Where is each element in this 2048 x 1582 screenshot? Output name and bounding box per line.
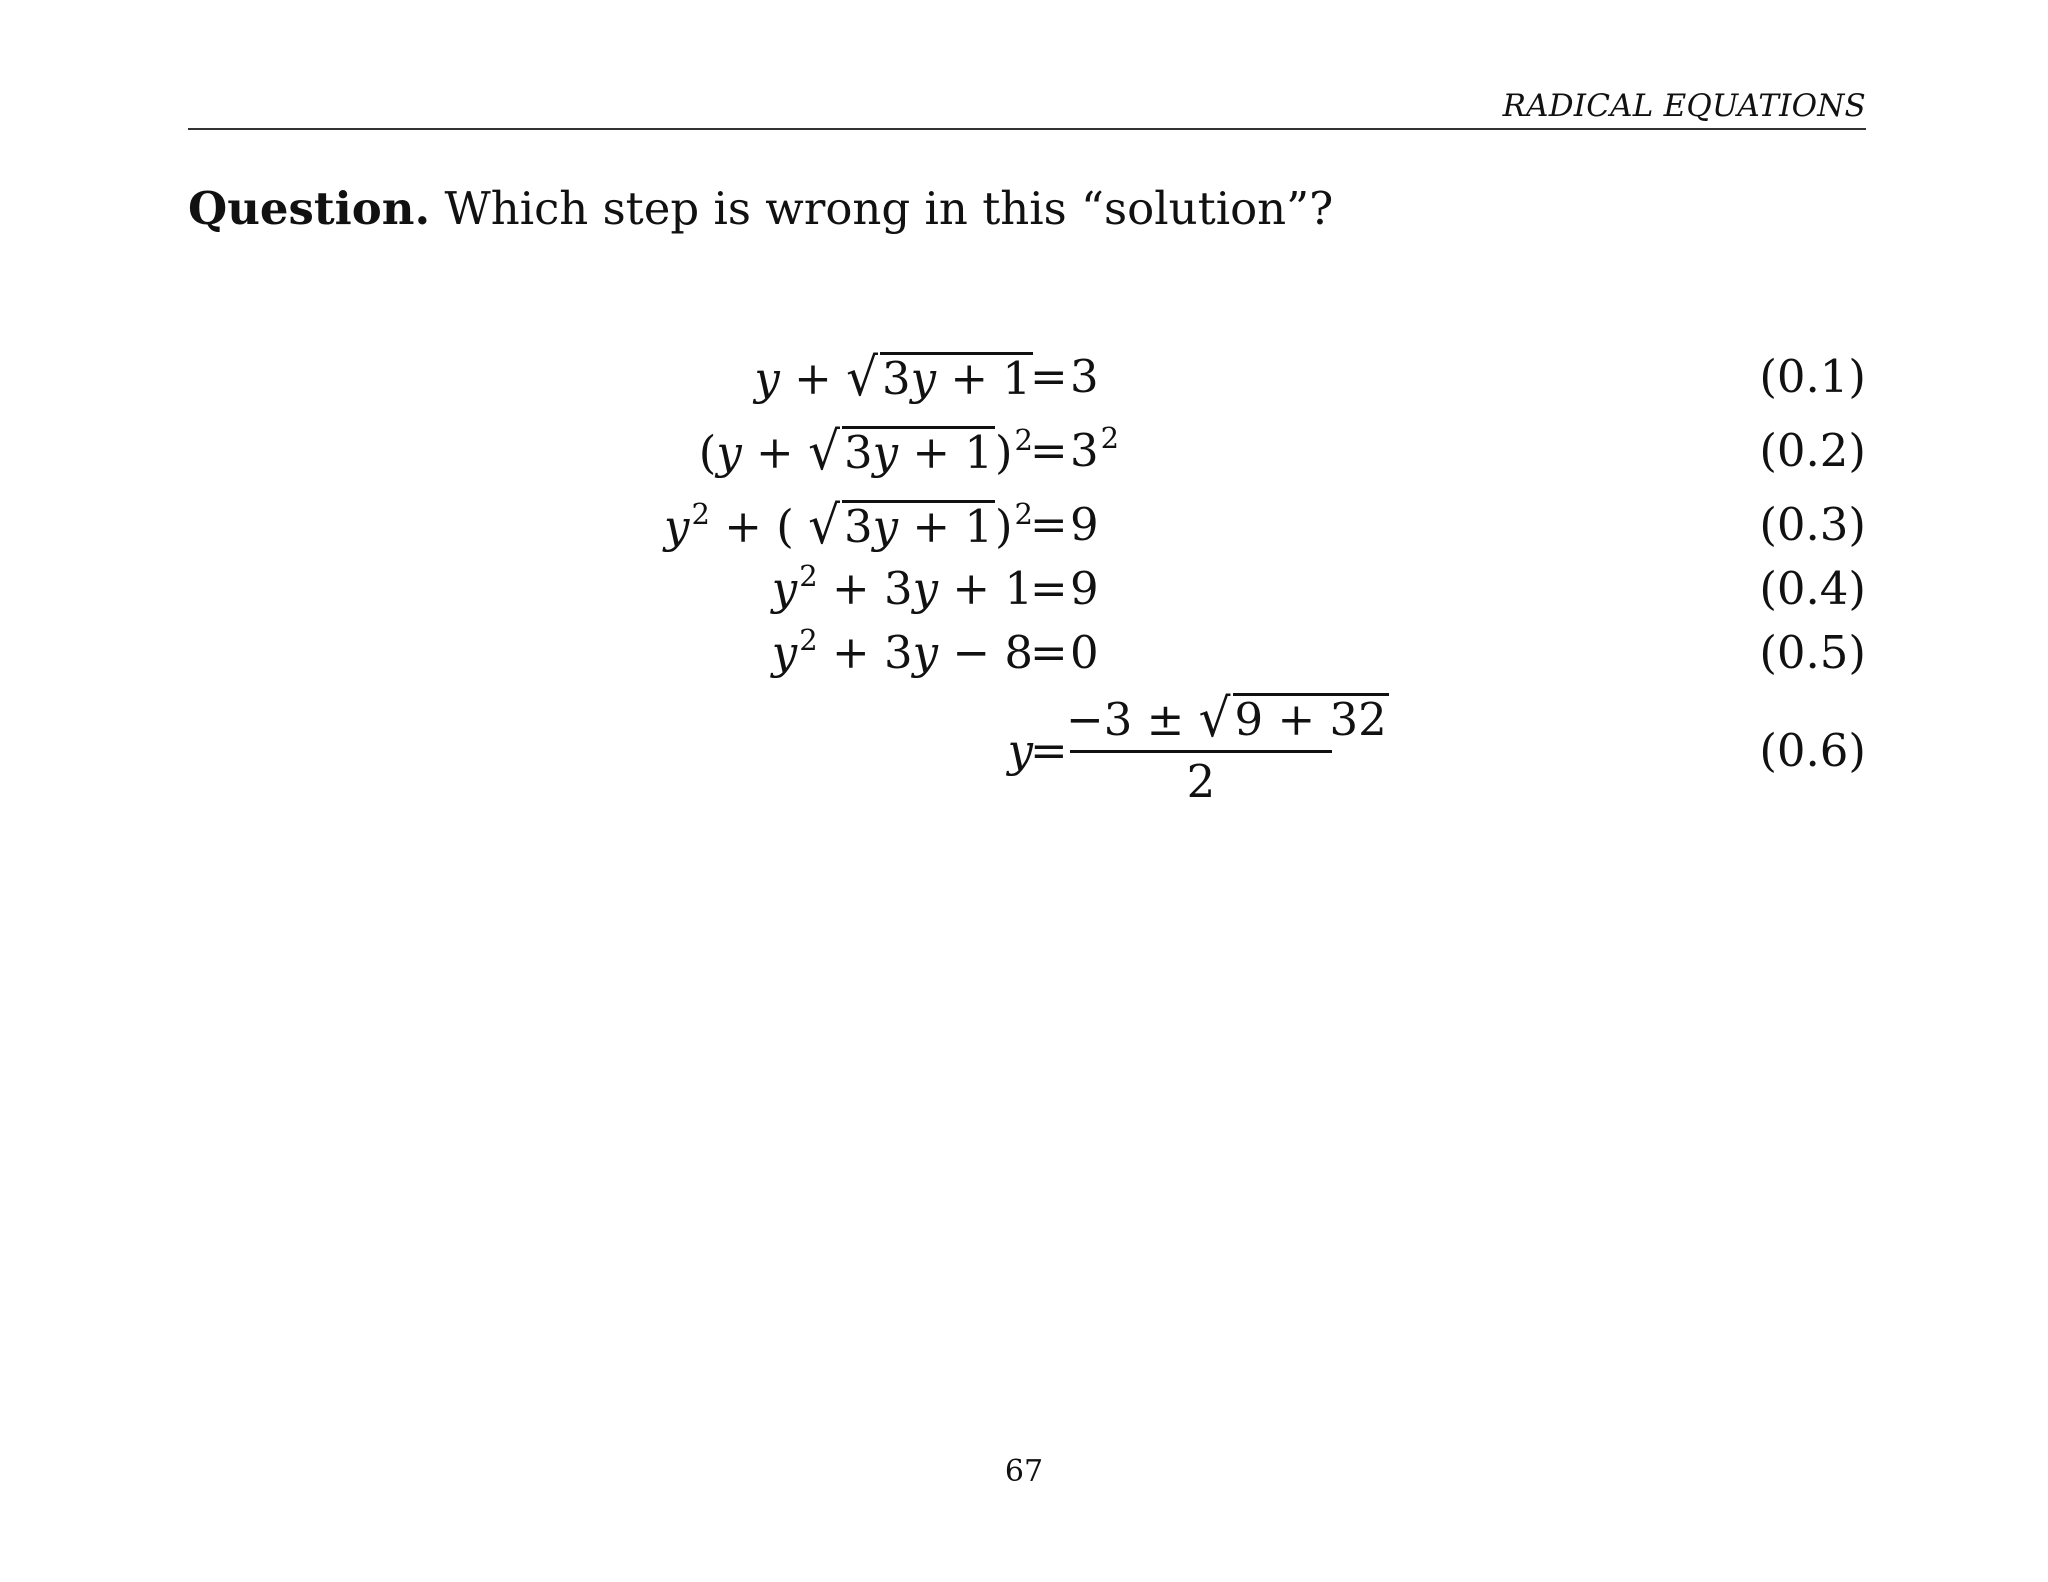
equals-sign: = (1030, 498, 1068, 551)
equation-lhs: y + √3y + 1 (754, 342, 1033, 412)
equation-rhs: 0 (1070, 626, 1099, 679)
equation-row (0, 716, 2048, 786)
running-header: RADICAL EQUATIONS (1502, 88, 1866, 124)
fraction-denominator: 2 (1186, 755, 1216, 808)
radical: √3y + 1 (846, 346, 1031, 408)
fraction-numerator (1066, 687, 1387, 749)
rhs-base: 3 (1070, 424, 1099, 477)
radical: √3y + 1 (808, 494, 993, 556)
equation-row (0, 416, 2048, 486)
question-text: Which step is wrong in this “solution”? (430, 182, 1334, 235)
equals-sign: = (1030, 424, 1068, 477)
equation-number: (0.4) (1759, 562, 1866, 615)
radicand: 9 + 32 (1234, 693, 1387, 746)
question-label: Question. (188, 182, 431, 235)
equals-sign: = (1030, 626, 1068, 679)
fraction-bar (1070, 750, 1332, 753)
equation-number: (0.2) (1759, 424, 1866, 477)
equals-sign: = (1030, 724, 1068, 777)
equation-row (0, 342, 2048, 412)
numerator-prefix: −3 ± (1066, 693, 1199, 746)
equation-row (0, 554, 2048, 624)
quadratic-fraction (1066, 687, 1387, 810)
equation-number: (0.1) (1759, 350, 1866, 403)
equals-sign: = (1030, 350, 1068, 403)
equation-number: (0.6) (1759, 724, 1866, 777)
equation-lhs: y (1007, 724, 1033, 777)
equation-lhs: $y^2 + 3y - 8$ (771, 623, 1033, 679)
equation-rhs (1070, 416, 1119, 486)
equation-lhs: $y^2$ + ( √3y + 1)$^2$ (664, 490, 1033, 560)
radical: √9 + 32 (1198, 687, 1387, 749)
equation-rhs: 3 (1070, 350, 1099, 403)
equals-sign: = (1030, 562, 1068, 615)
equation-lhs: $(y + √3y + 1)^2$ (699, 416, 1033, 486)
equation-row (0, 618, 2048, 688)
equation-number: (0.5) (1759, 626, 1866, 679)
radical: √3y + 1 (808, 420, 993, 482)
equation-rhs: 9 (1070, 562, 1099, 615)
rhs-exponent: 2 (1100, 421, 1120, 455)
equation-lhs: $y^2 + 3y + 1$ (771, 559, 1033, 615)
question-line (188, 182, 1333, 235)
equation-number: (0.3) (1759, 498, 1866, 551)
equation-row (0, 490, 2048, 560)
header-rule (188, 128, 1866, 130)
page-number: 67 (1004, 1454, 1044, 1489)
equation-rhs: 9 (1070, 498, 1099, 551)
